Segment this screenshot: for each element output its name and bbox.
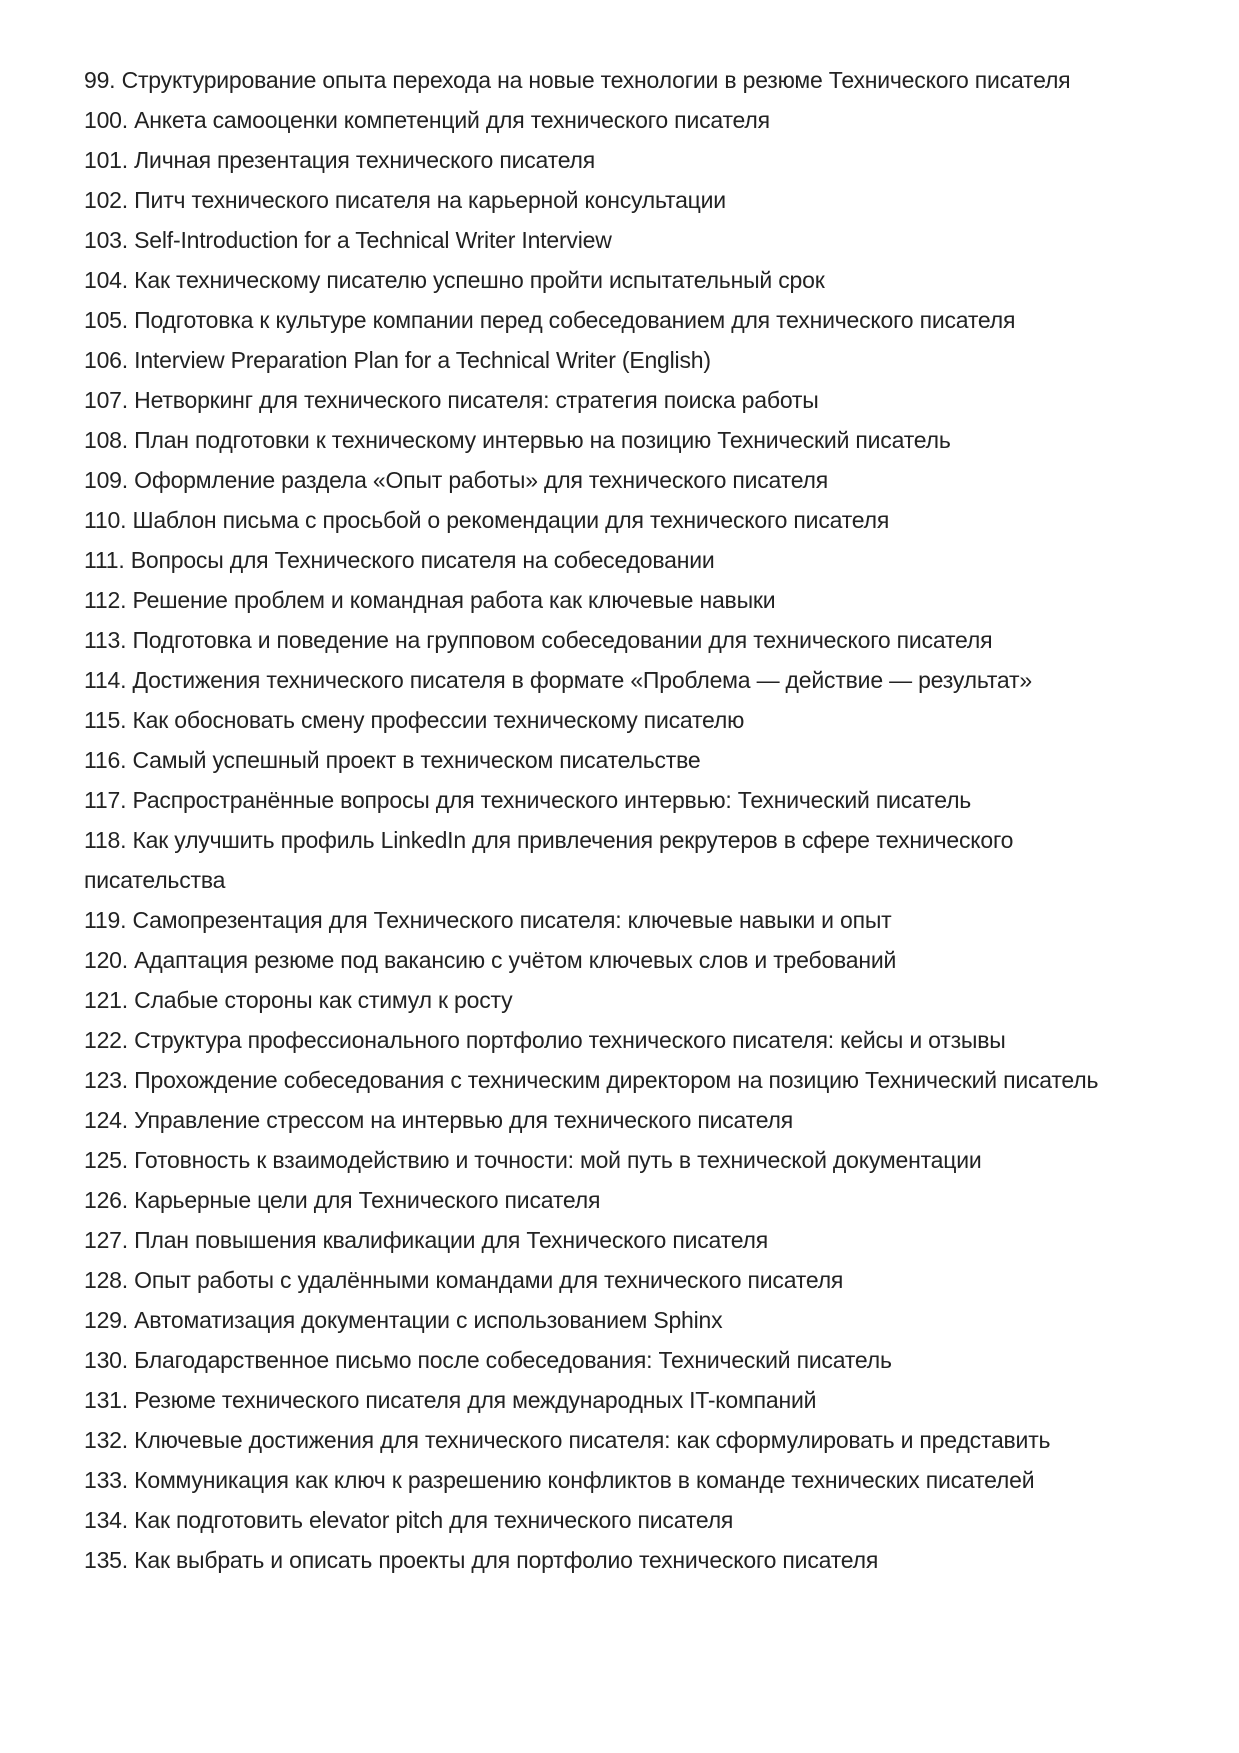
list-item: 131. Резюме технического писателя для международных IT-компаний <box>84 1387 817 1413</box>
list-item: 101. Личная презентация технического писателя <box>84 147 595 173</box>
list-item: 102. Питч технического писателя на карьерной консультации <box>84 187 726 213</box>
list-item: 119. Самопрезентация для Технического писателя: ключевые навыки и опыт <box>84 907 892 933</box>
list-item: 117. Распространённые вопросы для технического интервью: Технический писатель <box>84 787 972 813</box>
list-item: 133. Коммуникация как ключ к разрешению конфликтов в команде технических писателей <box>84 1467 1035 1493</box>
list-item: 106. Interview Preparation Plan for a Technical Writer (English) <box>84 347 711 373</box>
list-item: 134. Как подготовить elevator pitch для технического писателя <box>84 1507 734 1533</box>
list-item: 113. Подготовка и поведение на групповом собеседовании для технического писателя <box>84 627 993 653</box>
list-item: 135. Как выбрать и описать проекты для портфолио технического писателя <box>84 1547 879 1573</box>
list-item: 109. Оформление раздела «Опыт работы» для технического писателя <box>84 467 829 493</box>
list-item: 121. Слабые стороны как стимул к росту <box>84 987 513 1013</box>
list-item: 123. Прохождение собеседования с техническим директором на позицию Технический писатель <box>84 1067 1099 1093</box>
list-item: 124. Управление стрессом на интервью для технического писателя <box>84 1107 794 1133</box>
list-item: 105. Подготовка к культуре компании перед собеседованием для технического писателя <box>84 307 1016 333</box>
list-item: 112. Решение проблем и командная работа как ключевые навыки <box>84 587 776 613</box>
list-item: 111. Вопросы для Технического писателя на собеседовании <box>84 547 715 573</box>
list-item: 122. Структура профессионального портфолио технического писателя: кейсы и отзывы <box>84 1027 1006 1053</box>
list-item: 130. Благодарственное письмо после собеседования: Технический писатель <box>84 1347 892 1373</box>
list-item: 110. Шаблон письма с просьбой о рекомендации для технического писателя <box>84 507 890 533</box>
list-item: 115. Как обосновать смену профессии техническому писателю <box>84 707 745 733</box>
list-item: 108. План подготовки к техническому интервью на позицию Технический писатель <box>84 427 951 453</box>
list-item: 107. Нетворкинг для технического писателя: стратегия поиска работы <box>84 387 819 413</box>
list-item: 127. План повышения квалификации для Технического писателя <box>84 1227 768 1253</box>
list-item: 128. Опыт работы с удалёнными командами для технического писателя <box>84 1267 844 1293</box>
document-list <box>84 60 1156 1580</box>
list-item: 118. Как улучшить профиль LinkedIn для привлечения рекрутеров в сфере технического писательства <box>84 827 1014 893</box>
list-item: 116. Самый успешный проект в техническом писательстве <box>84 747 701 773</box>
list-item: 129. Автоматизация документации с использованием Sphinx <box>84 1307 723 1333</box>
list-item: 132. Ключевые достижения для технического писателя: как сформулировать и представить <box>84 1427 1051 1453</box>
list-item: 103. Self-Introduction for a Technical Writer Interview <box>84 227 612 253</box>
list-item: 100. Анкета самооценки компетенций для технического писателя <box>84 107 770 133</box>
list-item: 125. Готовность к взаимодействию и точности: мой путь в технической документации <box>84 1147 982 1173</box>
list-item: 114. Достижения технического писателя в формате «Проблема — действие — результат» <box>84 667 1032 693</box>
list-item: 126. Карьерные цели для Технического писателя <box>84 1187 601 1213</box>
list-item: 120. Адаптация резюме под вакансию с учётом ключевых слов и требований <box>84 947 897 973</box>
list-item: 99. Структурирование опыта перехода на новые технологии в резюме Технического писателя <box>84 67 1071 93</box>
list-item: 104. Как техническому писателю успешно пройти испытательный срок <box>84 267 825 293</box>
